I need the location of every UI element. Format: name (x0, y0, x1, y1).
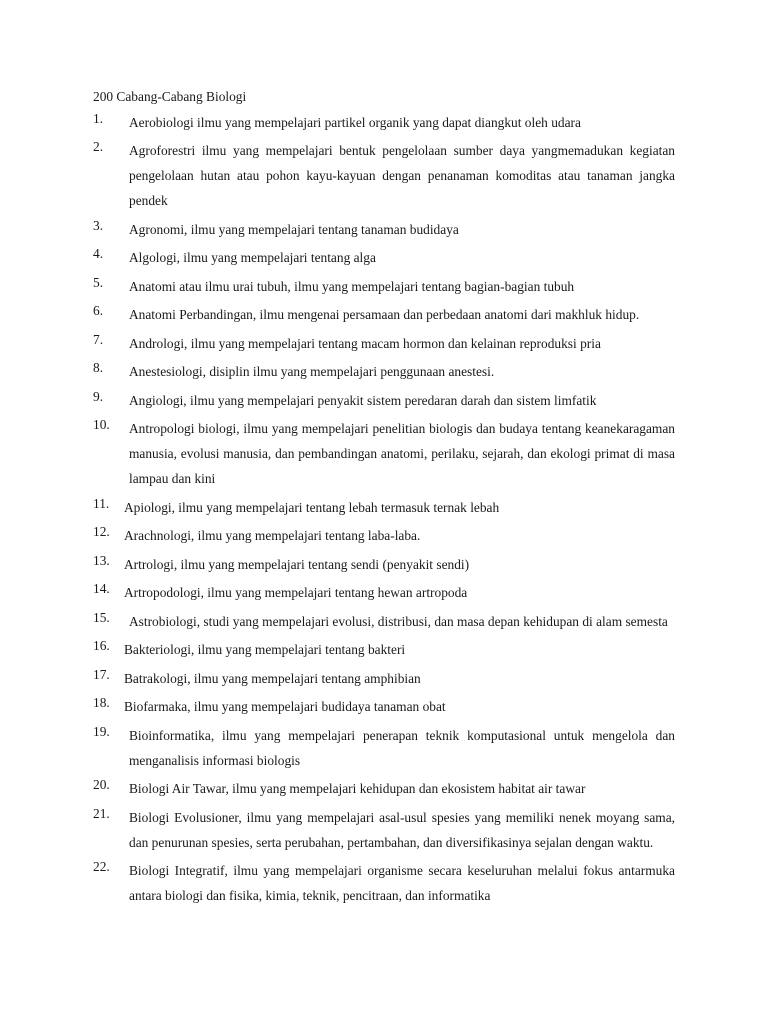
list-item (0, 580, 768, 605)
list-item (0, 805, 768, 855)
list-item (0, 416, 768, 491)
item-number: 22. (93, 859, 110, 874)
list-item (0, 552, 768, 577)
item-number: 19. (93, 723, 110, 739)
item-text: Agronomi, ilmu yang mempelajari tentang tanaman budidaya (129, 221, 459, 237)
list-item (0, 388, 768, 413)
item-number: 6. (93, 303, 104, 318)
list-item (0, 609, 768, 634)
list-item (0, 138, 768, 213)
item-number: 21. (93, 805, 110, 821)
list-item (0, 523, 768, 548)
list-item (0, 302, 768, 327)
list-item (0, 245, 768, 270)
item-number: 14. (93, 581, 110, 596)
item-number: 2. (93, 139, 104, 154)
item-text: Artrologi, ilmu yang mempelajari tentang sendi (penyakit sendi) (124, 556, 470, 572)
list-item (0, 331, 768, 356)
item-text: Biofarmaka, ilmu yang mempelajari budidaya tanaman obat (124, 699, 446, 714)
item-number: 1. (93, 110, 104, 126)
item-number: 11. (93, 495, 110, 511)
list-item (0, 694, 768, 719)
item-text: Arachnologi, ilmu yang mempelajari tentang laba-laba. (124, 528, 421, 543)
item-number: 4. (93, 246, 104, 261)
list-item (0, 217, 768, 242)
item-text: Antropologi biologi, ilmu yang mempelajari penelitian biologis dan budaya tentang keanekaragaman manusia, evolusi manusia, dan pembandingan anatomi, perilaku, sejarah, dan ekologi primat di masa lampau dan kini (129, 421, 675, 486)
item-text: Aerobiologi ilmu yang mempelajari partikel organik yang dapat diangkut oleh udara (129, 114, 581, 130)
list-item (0, 858, 768, 908)
item-text: Biologi Air Tawar, ilmu yang mempelajari kehidupan dan ekosistem habitat air tawar (129, 781, 586, 796)
list-item (0, 666, 768, 691)
item-text: Apiologi, ilmu yang mempelajari tentang lebah termasuk ternak lebah (124, 499, 500, 515)
item-number: 16. (93, 638, 110, 653)
item-text: Bakteriologi, ilmu yang mempelajari tentang bakteri (124, 642, 406, 657)
list-item (0, 723, 768, 773)
item-text: Anatomi Perbandingan, ilmu mengenai persamaan dan perbedaan anatomi dari makhluk hidup. (129, 307, 640, 322)
item-text: Bioinformatika, ilmu yang mempelajari penerapan teknik komputasional untuk mengelola dan menganalisis informasi biologis (129, 727, 675, 768)
document-title: 200 Cabang-Cabang Biologi (93, 89, 247, 104)
item-text: Biologi Evolusioner, ilmu yang mempelajari asal-usul spesies yang memiliki nenek moyang sama, dan penurunan spesies, serta perubahan, pertambahan, dan diversifikasinya sejalan dengan waktu. (129, 809, 675, 850)
item-text: Anestesiologi, disiplin ilmu yang mempelajari penggunaan anestesi. (129, 364, 495, 379)
item-text: Artropodologi, ilmu yang mempelajari tentang hewan artropoda (124, 585, 468, 600)
item-number: 7. (93, 331, 104, 347)
item-text: Biologi Integratif, ilmu yang mempelajari organisme secara keseluruhan melalui fokus antarmuka antara biologi dan fisika, kimia, teknik, pencitraan, dan informatika (129, 863, 675, 903)
item-number: 10. (93, 417, 110, 432)
item-number: 20. (93, 777, 110, 792)
item-number: 9. (93, 388, 104, 404)
item-text: Angiologi, ilmu yang mempelajari penyakit sistem peredaran darah dan sistem limfatik (129, 392, 597, 408)
list-item (0, 495, 768, 520)
list-item (0, 110, 768, 135)
item-number: 5. (93, 274, 104, 290)
list-item (0, 274, 768, 299)
item-number: 8. (93, 360, 104, 375)
item-text: Astrobiologi, studi yang mempelajari evolusi, distribusi, dan masa depan kehidupan di alam semesta (129, 613, 668, 629)
branch-list (0, 110, 768, 915)
list-item (0, 637, 768, 662)
list-item (0, 359, 768, 384)
item-text: Anatomi atau ilmu urai tubuh, ilmu yang mempelajari tentang bagian-bagian tubuh (129, 278, 575, 294)
list-item (0, 776, 768, 801)
item-number: 15. (93, 609, 110, 625)
item-number: 17. (93, 666, 110, 682)
item-number: 13. (93, 552, 110, 568)
item-text: Andrologi, ilmu yang mempelajari tentang macam hormon dan kelainan reproduksi pria (129, 335, 601, 351)
item-text: Agroforestri ilmu yang mempelajari bentuk pengelolaan sumber daya yangmemadukan kegiatan pengelolaan hutan atau pohon kayu-kayuan dengan penanaman komoditas atau tanaman jangka pendek (129, 143, 675, 208)
item-text: Algologi, ilmu yang mempelajari tentang alga (129, 250, 376, 265)
item-number: 12. (93, 524, 110, 539)
item-text: Batrakologi, ilmu yang mempelajari tentang amphibian (124, 670, 421, 686)
item-number: 18. (93, 695, 110, 710)
item-number: 3. (93, 217, 104, 233)
